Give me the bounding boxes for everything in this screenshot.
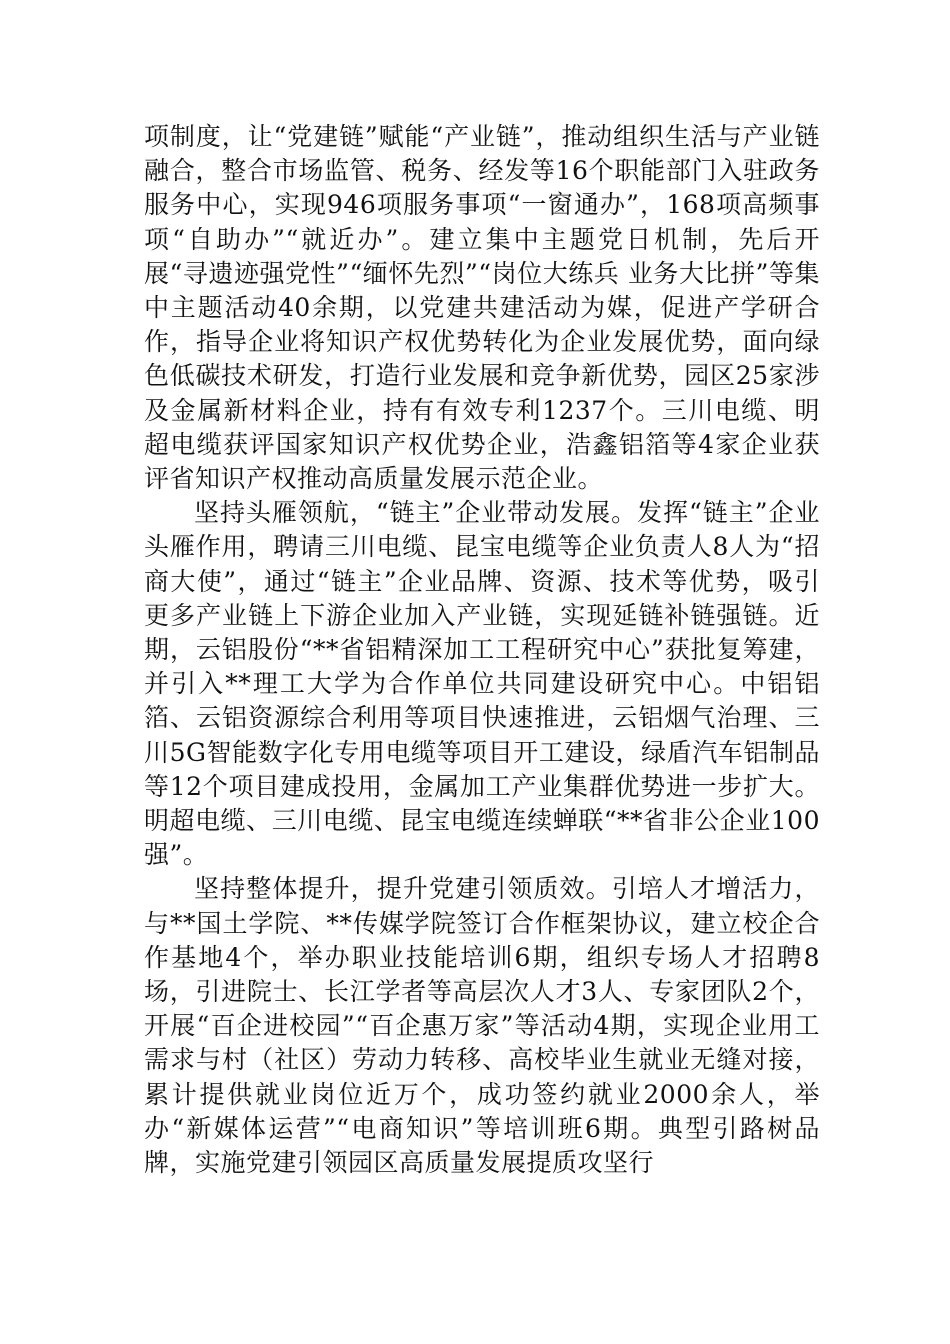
paragraph-2: 坚持头雁领航，“链主”企业带动发展。发挥“链主”企业头雁作用，聘请三川电缆、昆宝电缆等企业负责人8人为“招商大使”，通过“链主”企业品牌、资源、技术等优势，吸引更多产业链上下游企业加入产业链，实现延链补链强链。近期，云铝股份“**省铝精深加工工程研究中心”获批复筹建，并引入**理工大学为合作单位共同建设研究中心。中铝铝箔、云铝资源综合利用等项目快速推进，云铝烟气治理、三川5G智能数字化专用电缆等项目开工建设，绿盾汽车铝制品等12个项目建成投用，金属加工产业集群优势进一步扩大。明超电缆、三川电缆、昆宝电缆连续蝉联“**省非公企业100强”。 bbox=[144, 498, 820, 870]
paragraph-1: 项制度，让“党建链”赋能“产业链”，推动组织生活与产业链融合，整合市场监管、税务、经发等16个职能部门入驻政务服务中心，实现946项服务事项“一窗通办”，168项高频事项“自助办”“就近办”。建立集中主题党日机制，先后开展“寻遗迹强党性”“缅怀先烈”“岗位大练兵 业务大比拼”等集中主题活动40余期，以党建共建活动为媒，促进产学研合作，指导企业将知识产权优势转化为企业发展优势，面向绿色低碳技术研发，打造行业发展和竞争新优势，园区25家涉及金属新材料企业，持有有效专利1237个。三川电缆、明超电缆获评国家知识产权优势企业，浩鑫铝箔等4家企业获评省知识产权推动高质量发展示范企业。 bbox=[144, 122, 820, 494]
document-body bbox=[144, 120, 820, 1180]
paragraph-3: 坚持整体提升，提升党建引领质效。引培人才增活力，与**国土学院、**传媒学院签订合作框架协议，建立校企合作基地4个，举办职业技能培训6期，组织专场人才招聘8场，引进院士、长江学者等高层次人才3人、专家团队2个，开展“百企进校园”“百企惠万家”等活动4期，实现企业用工需求与村（社区）劳动力转移、高校毕业生就业无缝对接，累计提供就业岗位近万个，成功签约就业2000余人，举办“新媒体运营”“电商知识”等培训班6期。典型引路树品牌，实施党建引领园区高质量发展提质攻坚行 bbox=[144, 874, 820, 1178]
